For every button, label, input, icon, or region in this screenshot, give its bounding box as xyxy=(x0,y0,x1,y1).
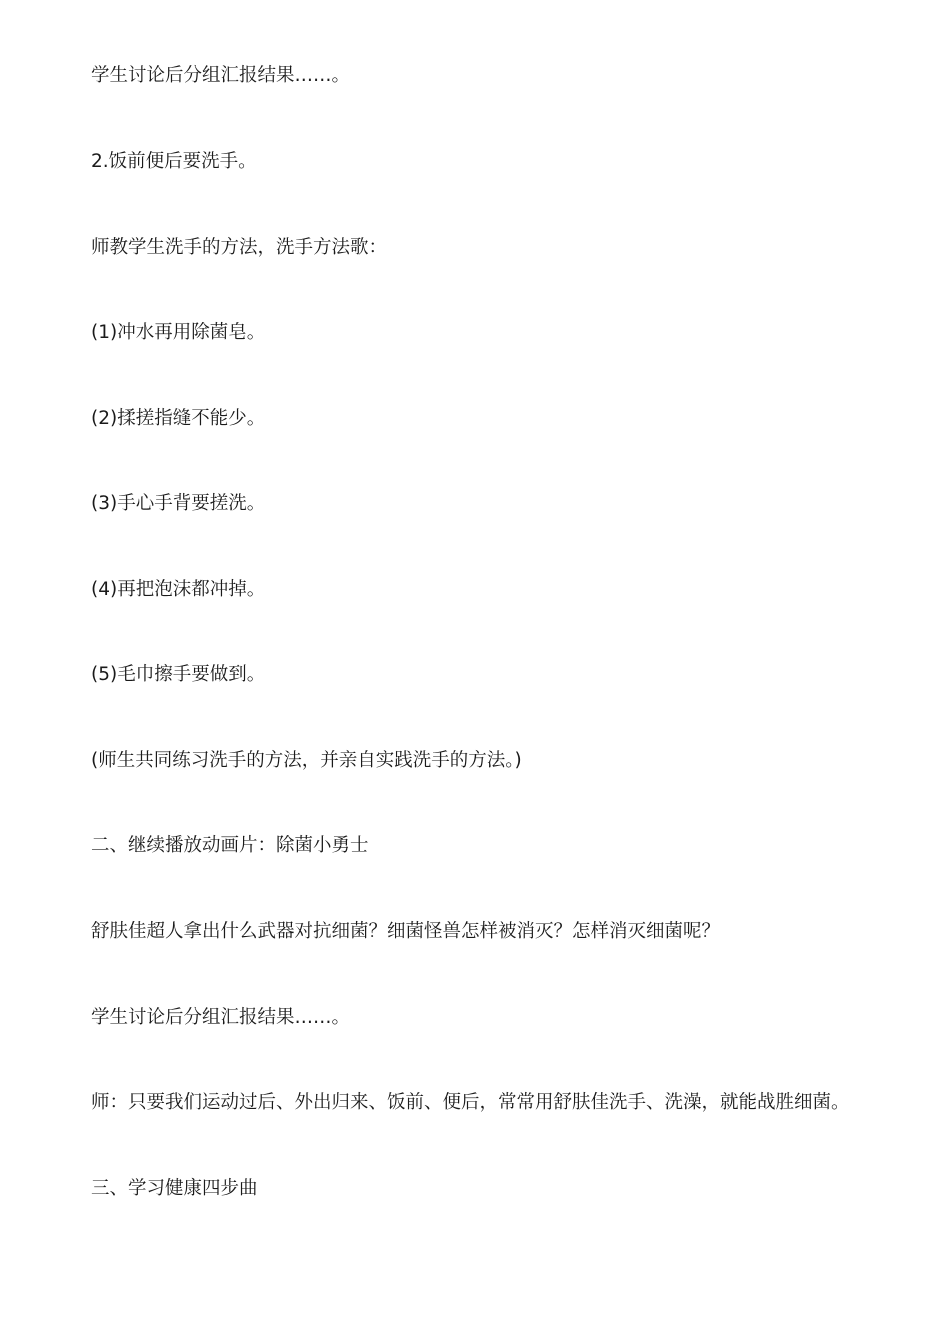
paragraph-report-results-2: 学生讨论后分组汇报结果……。 xyxy=(91,1007,351,1028)
paragraph-practice-note: (师生共同练习洗手的方法，并亲自实践洗手的方法。) xyxy=(91,750,522,771)
paragraph-song-line-3: (3)手心手背要搓洗。 xyxy=(91,493,266,514)
paragraph-teacher-summary: 师：只要我们运动过后、外出归来、饭前、便后，常常用舒肤佳洗手、洗澡，就能战胜细菌。 xyxy=(91,1092,850,1113)
paragraph-wash-hands-heading: 2.饭前便后要洗手。 xyxy=(91,151,257,172)
section-heading-3: 三、学习健康四步曲 xyxy=(91,1178,258,1199)
paragraph-song-line-1: (1)冲水再用除菌皂。 xyxy=(91,322,266,343)
paragraph-report-results-1: 学生讨论后分组汇报结果……。 xyxy=(91,65,351,86)
paragraph-song-line-4: (4)再把泡沫都冲掉。 xyxy=(91,579,266,600)
paragraph-song-line-5: (5)毛巾擦手要做到。 xyxy=(91,664,266,685)
paragraph-teacher-method: 师教学生洗手的方法，洗手方法歌： xyxy=(91,237,388,258)
paragraph-questions: 舒肤佳超人拿出什么武器对抗细菌？细菌怪兽怎样被消灭？怎样消灭细菌呢？ xyxy=(91,921,721,942)
section-heading-2: 二、继续播放动画片：除菌小勇士 xyxy=(91,835,369,856)
paragraph-song-line-2: (2)揉搓指缝不能少。 xyxy=(91,408,266,429)
